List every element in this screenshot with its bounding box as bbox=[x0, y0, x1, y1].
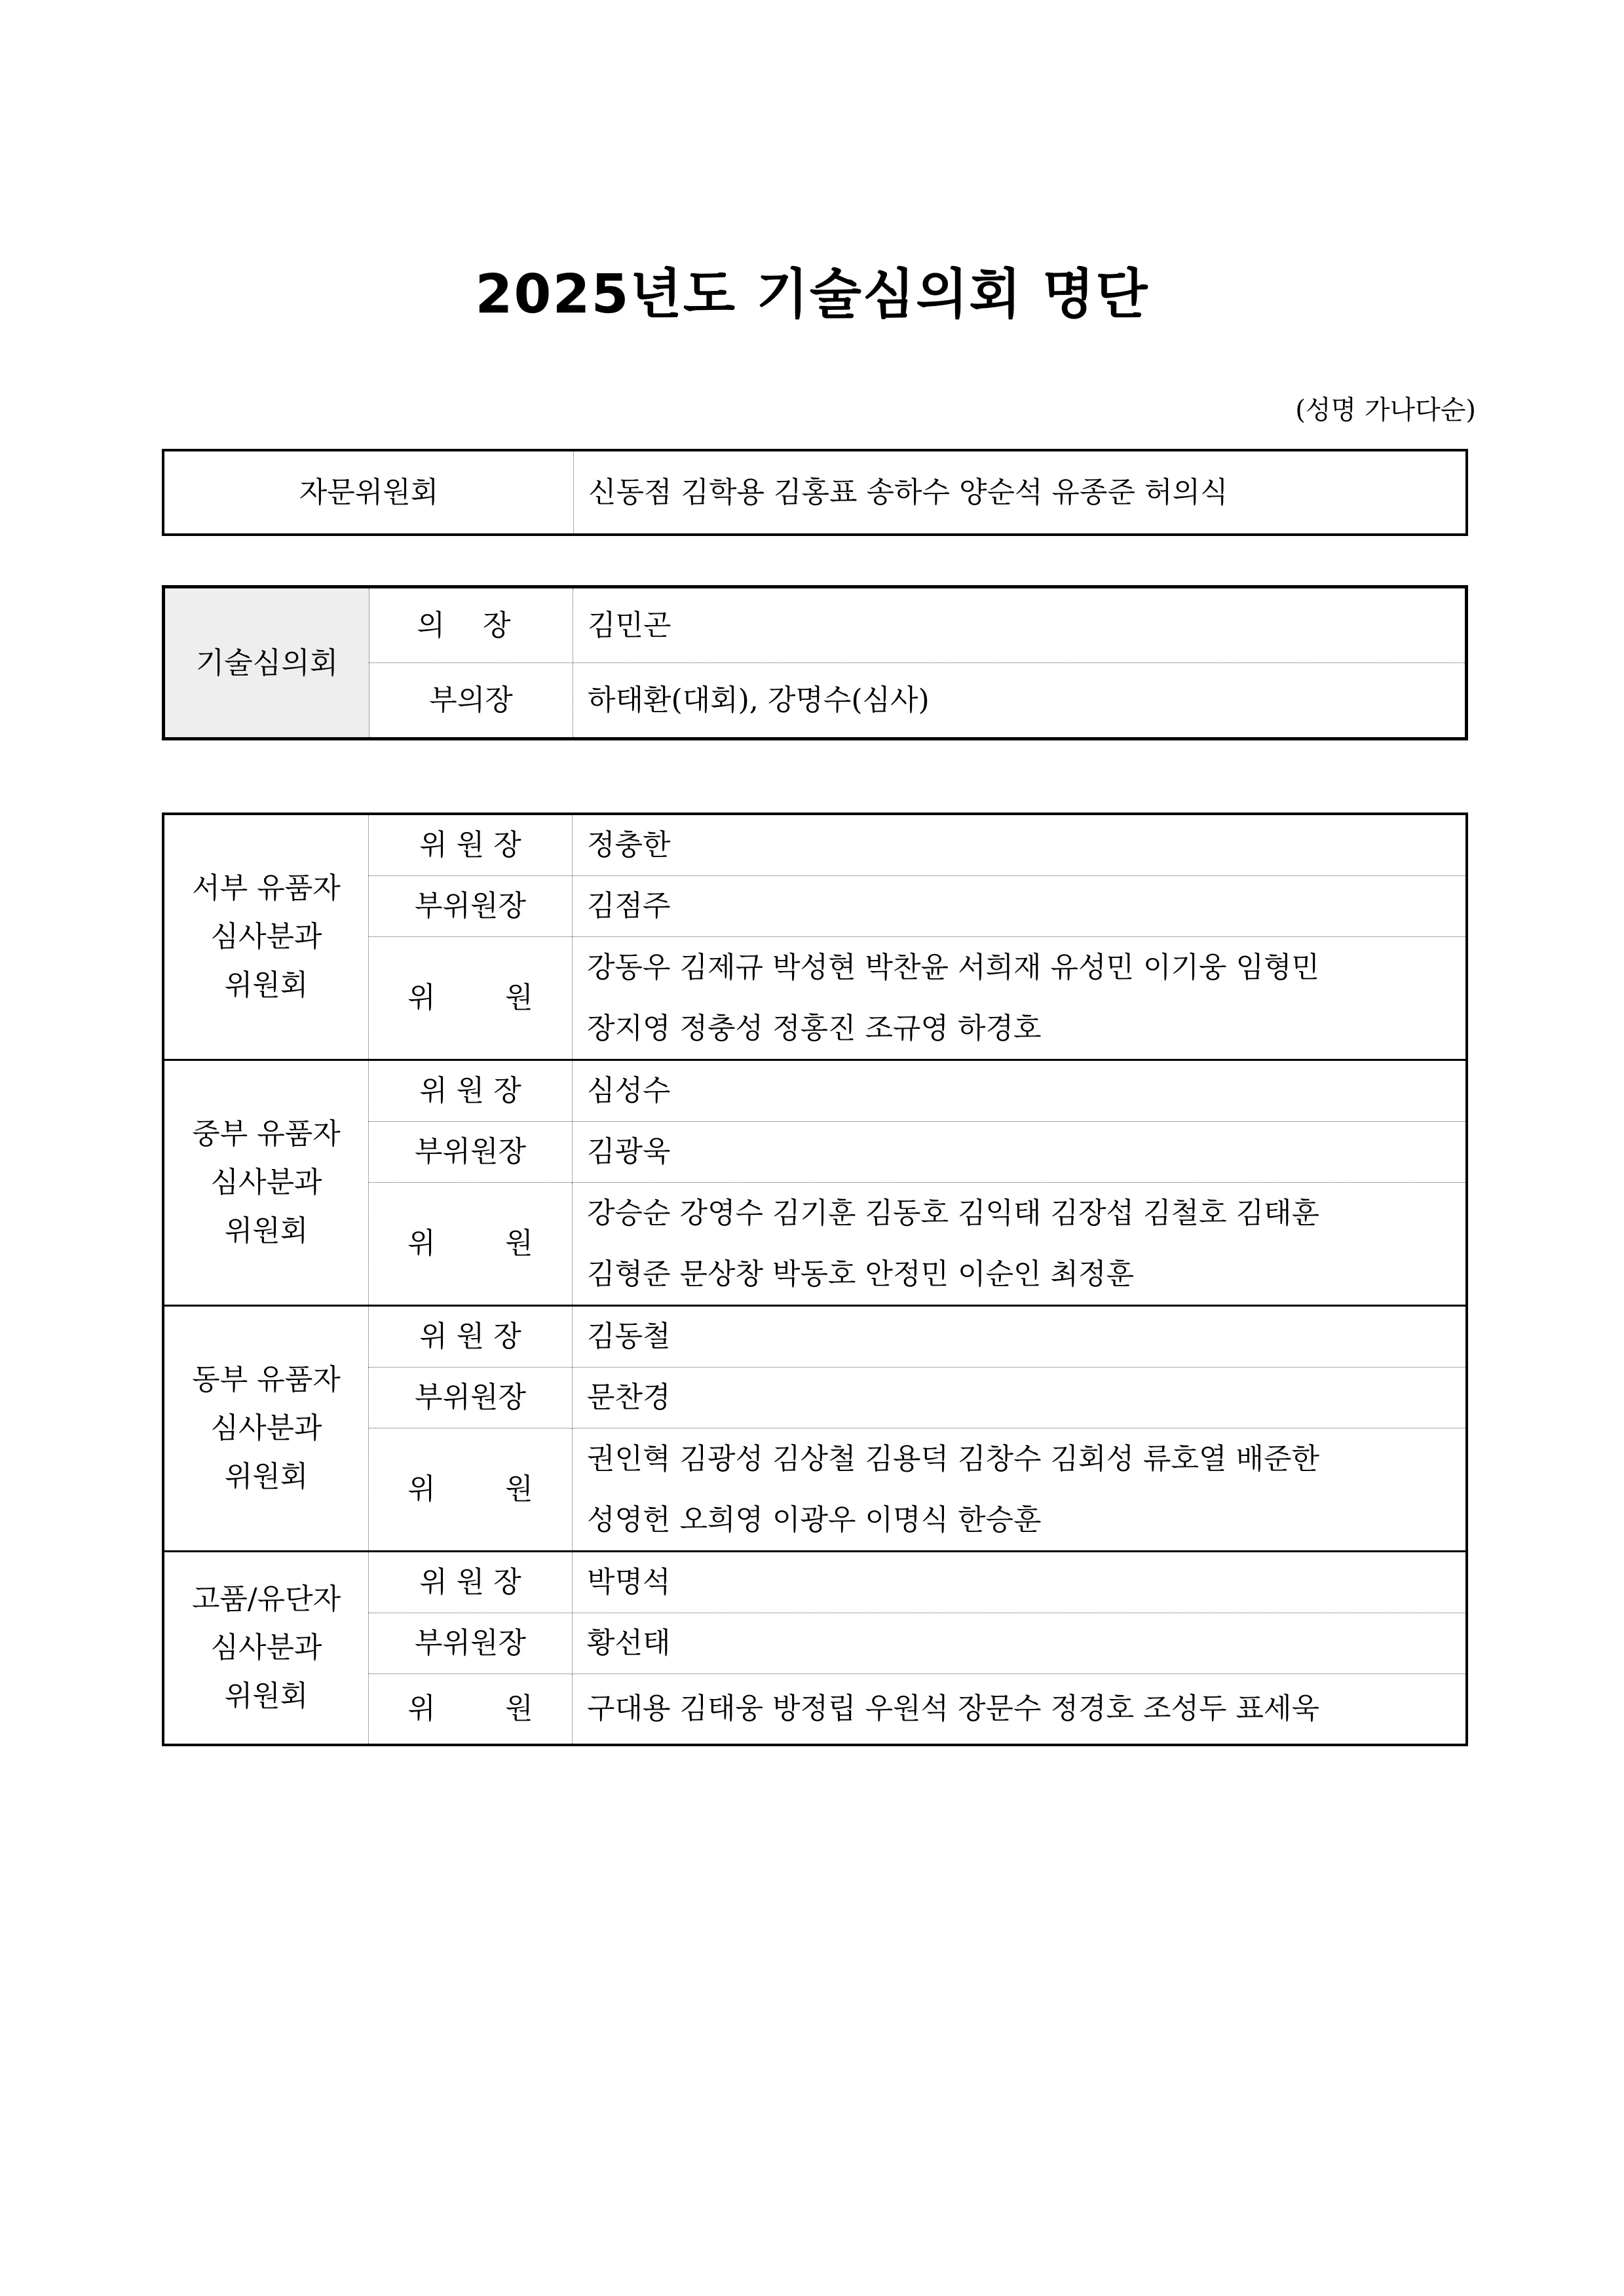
council-label: 기술심의회 bbox=[164, 587, 369, 739]
vice-role: 부위원장 bbox=[369, 1613, 573, 1674]
chair-role: 위 원 장 bbox=[369, 1552, 573, 1613]
member-names-line: 강동우 김제규 박성현 박찬윤 서희재 유성민 이기웅 임형민 bbox=[587, 951, 1319, 984]
subcommittee-label-line: 위원회 bbox=[224, 1460, 309, 1493]
vice-role: 부위원장 bbox=[369, 876, 573, 937]
subcommittee-label bbox=[163, 814, 369, 1060]
subcommittee-label-line: 위원회 bbox=[224, 1214, 309, 1248]
subcommittee-label bbox=[163, 1060, 369, 1306]
member-names bbox=[573, 1674, 1467, 1746]
advisory-row bbox=[163, 450, 1467, 535]
council-vice-names: 하태환(대회), 강명수(심사) bbox=[588, 683, 930, 717]
council-chair-row bbox=[164, 587, 1467, 663]
member-names bbox=[573, 1428, 1467, 1552]
chair-name: 정충한 bbox=[573, 814, 1467, 876]
subcommittee-label-line: 서부 유품자 bbox=[192, 871, 341, 905]
subcommittee-label-line: 위원회 bbox=[224, 968, 309, 1002]
chair-role: 위 원 장 bbox=[369, 814, 573, 876]
advisory-label: 자문위원회 bbox=[163, 450, 574, 535]
subcommittee-label-line: 위원회 bbox=[224, 1679, 309, 1713]
member-role: 위 원 bbox=[369, 1428, 573, 1552]
chair-name: 김동철 bbox=[573, 1306, 1467, 1368]
vice-role: 부위원장 bbox=[369, 1368, 573, 1428]
page-title: 2025년도 기술심의회 명단 bbox=[475, 263, 1149, 326]
council-chair-name: 김민곤 bbox=[573, 587, 1467, 663]
subcommittee-chair-row bbox=[163, 1552, 1467, 1613]
council-table bbox=[162, 585, 1468, 740]
subcommittee-label-line: 심사분과 bbox=[210, 1166, 322, 1199]
subcommittee-label-line: 심사분과 bbox=[210, 1411, 322, 1445]
council-vice-role: 부의장 bbox=[369, 663, 573, 739]
subcommittee-chair-row bbox=[163, 1306, 1467, 1368]
member-names bbox=[573, 1183, 1467, 1306]
chair-role: 위 원 장 bbox=[369, 1306, 573, 1368]
chair-name: 심성수 bbox=[573, 1060, 1467, 1122]
subcommittee-chair-row bbox=[163, 1060, 1467, 1122]
member-names-line: 성영헌 오희영 이광우 이명식 한승훈 bbox=[587, 1503, 1042, 1537]
vice-name: 문찬경 bbox=[573, 1368, 1467, 1428]
member-names-line: 장지영 정충성 정홍진 조규영 하경호 bbox=[587, 1012, 1042, 1045]
subcommittee-label-line: 동부 유품자 bbox=[192, 1363, 341, 1396]
member-role: 위 원 bbox=[369, 1674, 573, 1746]
subcommittee-label-line: 고품/유단자 bbox=[191, 1582, 341, 1616]
vice-name: 황선태 bbox=[573, 1613, 1467, 1674]
sort-order-note: (성명 가나다순) bbox=[1295, 395, 1476, 425]
subcommittee-label-line: 중부 유품자 bbox=[192, 1117, 341, 1151]
vice-name: 김점주 bbox=[573, 876, 1467, 937]
member-names bbox=[573, 937, 1467, 1060]
advisory-members: 신동점 김학용 김홍표 송하수 양순석 유종준 허의식 bbox=[588, 475, 1228, 509]
chair-name: 박명석 bbox=[573, 1552, 1467, 1613]
subcommittee-table bbox=[162, 813, 1468, 1746]
vice-name: 김광욱 bbox=[573, 1122, 1467, 1183]
member-names-line: 김형준 문상창 박동호 안정민 이순인 최정훈 bbox=[587, 1257, 1135, 1291]
member-role: 위 원 bbox=[369, 1183, 573, 1306]
chair-role: 위 원 장 bbox=[369, 1060, 573, 1122]
subcommittee-label-line: 심사분과 bbox=[210, 920, 322, 953]
member-names-line: 권인혁 김광성 김상철 김용덕 김창수 김회성 류호열 배준한 bbox=[587, 1442, 1319, 1476]
member-names-line: 강승순 강영수 김기훈 김동호 김익태 김장섭 김철호 김태훈 bbox=[587, 1196, 1319, 1230]
subcommittee-label bbox=[163, 1552, 369, 1746]
vice-role: 부위원장 bbox=[369, 1122, 573, 1183]
member-role: 위 원 bbox=[369, 937, 573, 1060]
subcommittee-label-line: 심사분과 bbox=[210, 1631, 322, 1664]
subcommittee-chair-row bbox=[163, 814, 1467, 876]
advisory-committee-table bbox=[162, 449, 1468, 536]
subcommittee-label bbox=[163, 1306, 369, 1552]
council-chair-role: 의 장 bbox=[369, 587, 573, 663]
member-names-line: 구대용 김태웅 방정립 우원석 장문수 정경호 조성두 표세욱 bbox=[587, 1692, 1319, 1725]
